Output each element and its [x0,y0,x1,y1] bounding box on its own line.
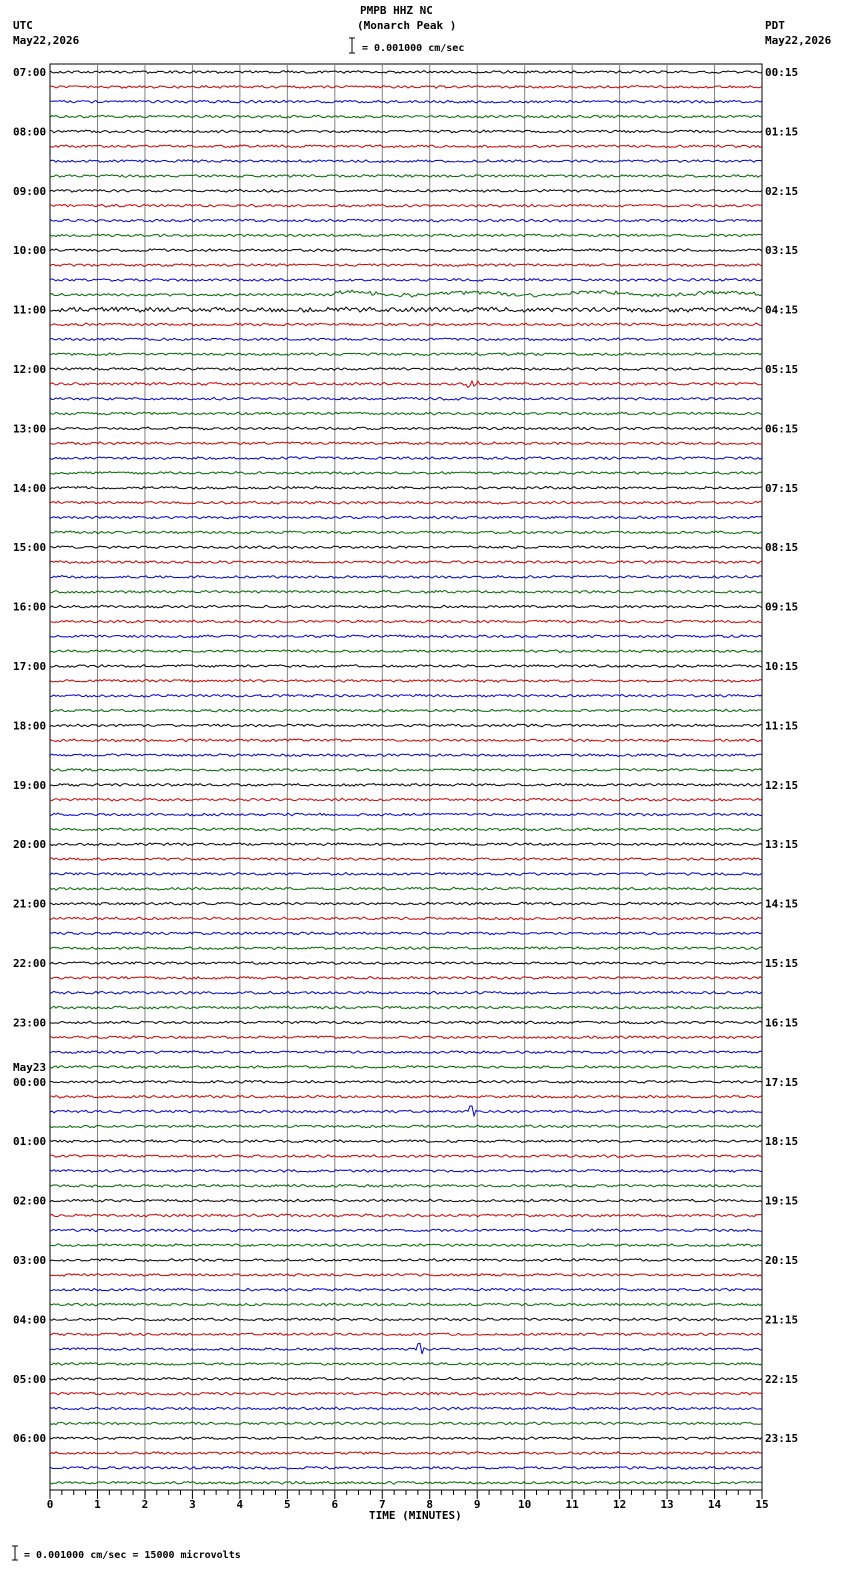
seismic-trace [50,1407,762,1410]
seismic-trace [50,501,762,504]
scale-label: = 0.001000 cm/sec [362,43,465,54]
seismic-trace [50,843,762,846]
pdt-hour-label: 16:15 [765,1016,799,1030]
seismic-trace [50,679,762,682]
utc-hour-label: 07:00 [13,66,47,79]
seismic-trace [50,290,762,297]
site-name: (Monarch Peak ) [357,19,457,32]
seismic-trace [50,279,762,282]
x-tick-label: 0 [46,1498,54,1511]
seismic-trace [50,1106,762,1116]
seismic-trace [50,472,762,475]
utc-hour-label: 08:00 [13,125,47,139]
pdt-date-label: May22,2026 [765,34,832,47]
x-tick-label: 13 [660,1498,674,1511]
pdt-hour-label: 22:15 [765,1372,799,1386]
seismic-trace [50,1343,762,1354]
station-title: PMPB HHZ NC [360,4,433,17]
pdt-hour-label: 07:15 [765,481,799,495]
seismic-trace [50,754,762,757]
seismic-trace [50,1392,762,1395]
x-tick-label: 11 [565,1498,579,1511]
seismic-trace [50,338,762,341]
seismic-trace [50,381,762,388]
seismic-trace [50,1481,762,1484]
utc-hour-label: 18:00 [13,719,47,733]
seismic-trace [50,769,762,772]
seismic-trace [50,219,762,222]
utc-hour-label: 05:00 [13,1372,47,1386]
seismic-trace [50,1452,762,1455]
utc-hour-label: 20:00 [13,838,47,852]
seismic-trace [50,1363,762,1366]
x-tick-label: 14 [707,1498,722,1511]
seismic-trace [50,1006,762,1009]
utc-hour-label: 11:00 [13,303,47,317]
utc-hour-label: 14:00 [13,481,47,495]
seismic-trace [50,546,762,549]
utc-hour-label: 04:00 [13,1313,47,1327]
seismic-trace [50,115,762,118]
seismic-trace [50,1140,762,1143]
seismic-trace [50,249,762,252]
seismic-trace [50,100,762,103]
seismic-trace [50,516,762,519]
seismic-trace [50,694,762,697]
seismic-trace [50,1288,762,1291]
seismic-trace [50,784,762,787]
pdt-hour-label: 14:15 [765,897,799,911]
utc-hour-label: 23:00 [13,1016,47,1030]
seismic-trace [50,1051,762,1054]
seismic-trace [50,561,762,564]
pdt-hour-label: 02:15 [765,184,799,198]
seismic-trace [50,917,762,920]
utc-hour-label: 16:00 [13,600,47,614]
x-tick-label: 15 [755,1498,769,1511]
pdt-zone-label: PDT [765,19,785,32]
utc-hour-label: 02:00 [13,1194,47,1208]
seismic-trace [50,442,762,445]
seismic-trace [50,1021,762,1024]
seismic-trace [50,1422,762,1425]
pdt-hour-label: 13:15 [765,838,799,852]
utc-zone-label: UTC [13,19,33,32]
seismic-trace [50,813,762,816]
seismic-trace [50,412,762,415]
seismic-trace [50,1155,762,1158]
seismic-trace [50,1244,762,1247]
x-tick-label: 7 [378,1498,386,1511]
utc-hour-label: 03:00 [13,1254,47,1267]
seismic-trace [50,1303,762,1306]
x-tick-label: 2 [141,1498,149,1511]
x-tick-label: 12 [612,1498,627,1511]
seismic-trace [50,457,762,460]
seismic-trace [50,353,762,356]
seismic-trace [50,977,762,980]
seismic-trace [50,1036,762,1039]
seismic-trace [50,620,762,623]
date-change-label: May23 [13,1060,47,1074]
seismic-trace [50,1318,762,1321]
seismic-trace [50,531,762,534]
seismic-trace [50,1125,762,1128]
seismic-trace [50,873,762,876]
x-axis-title: TIME (MINUTES) [369,1509,462,1522]
seismic-trace [50,1184,762,1187]
seismic-trace [50,368,762,371]
footer-scale-label: = 0.001000 cm/sec = 15000 microvolts [24,1550,241,1561]
pdt-hour-label: 15:15 [765,957,799,970]
seismic-trace [50,323,762,326]
utc-hour-label: 12:00 [13,363,47,376]
seismic-trace [50,858,762,861]
seismic-trace [50,1377,762,1380]
seismic-trace [50,189,762,192]
utc-hour-label: 15:00 [13,541,47,555]
x-tick-label: 3 [189,1498,196,1511]
pdt-hour-label: 18:15 [765,1135,799,1149]
seismic-trace [50,160,762,163]
seismic-trace [50,991,762,994]
seismic-trace [50,486,762,489]
utc-hour-label: 01:00 [13,1135,47,1149]
seismic-trace [50,605,762,608]
utc-hour-label: 22:00 [13,957,47,970]
utc-hour-label: 19:00 [13,778,47,792]
seismic-trace [50,145,762,148]
seismic-trace [50,1467,762,1470]
x-tick-label: 10 [518,1498,532,1511]
pdt-hour-label: 20:15 [765,1254,799,1267]
x-tick-label: 8 [426,1498,434,1511]
seismic-trace [50,635,762,638]
seismic-trace [50,1170,762,1173]
seismic-trace [50,709,762,712]
seismic-trace [50,204,762,207]
seismic-trace [50,1259,762,1262]
seismic-trace [50,175,762,178]
seismic-trace [50,264,762,267]
seismic-trace [50,1229,762,1232]
pdt-hour-label: 10:15 [765,660,799,673]
seismic-trace [50,739,762,742]
seismic-trace [50,887,762,890]
seismic-trace [50,932,762,935]
pdt-hour-label: 03:15 [765,244,799,258]
seismic-trace [50,650,762,653]
seismic-trace [50,397,762,400]
seismic-trace [50,1080,762,1083]
x-tick-label: 1 [94,1498,101,1511]
seismic-trace [50,1333,762,1336]
pdt-hour-label: 04:15 [765,303,799,317]
seismic-trace [50,1437,762,1440]
seismic-trace [50,427,762,430]
seismic-trace [50,86,762,89]
pdt-hour-label: 01:15 [765,125,799,139]
seismic-trace [50,947,762,950]
pdt-hour-label: 06:15 [765,422,799,436]
pdt-hour-label: 21:15 [765,1313,799,1327]
plot-frame [50,64,762,1490]
utc-hour-label: 06:00 [13,1432,47,1446]
seismic-trace [50,1095,762,1098]
seismic-trace [50,1214,762,1217]
utc-hour-label: 17:00 [13,660,47,673]
utc-hour-label: 10:00 [13,244,47,258]
utc-hour-label: 21:00 [13,897,47,911]
pdt-hour-label: 11:15 [765,719,799,733]
seismic-trace [50,665,762,668]
seismic-trace [50,962,762,965]
seismic-trace [50,307,762,312]
x-tick-label: 9 [473,1498,481,1511]
utc-hour-label: 13:00 [13,422,47,436]
x-tick-label: 4 [236,1498,244,1511]
pdt-hour-label: 08:15 [765,541,799,555]
seismic-trace [50,1274,762,1277]
pdt-hour-label: 17:15 [765,1075,799,1089]
pdt-hour-label: 19:15 [765,1194,799,1208]
seismic-trace [50,902,762,905]
seismic-trace [50,590,762,593]
utc-date-label: May22,2026 [13,34,80,47]
seismic-trace [50,828,762,831]
seismic-trace [50,1199,762,1202]
pdt-hour-label: 05:15 [765,363,799,376]
utc-hour-label: 09:00 [13,184,47,198]
pdt-hour-label: 12:15 [765,778,799,792]
seismic-trace [50,1066,762,1069]
pdt-hour-label: 23:15 [765,1432,799,1446]
seismic-trace [50,576,762,579]
pdt-hour-label: 09:15 [765,600,799,614]
utc-hour-label: 00:00 [13,1075,47,1089]
seismic-trace [50,798,762,801]
x-tick-label: 5 [284,1498,291,1511]
seismic-trace [50,71,762,74]
seismic-trace [50,130,762,133]
x-tick-label: 6 [331,1498,339,1511]
pdt-hour-label: 00:15 [765,66,799,79]
seismic-trace [50,724,762,727]
seismic-trace [50,234,762,237]
